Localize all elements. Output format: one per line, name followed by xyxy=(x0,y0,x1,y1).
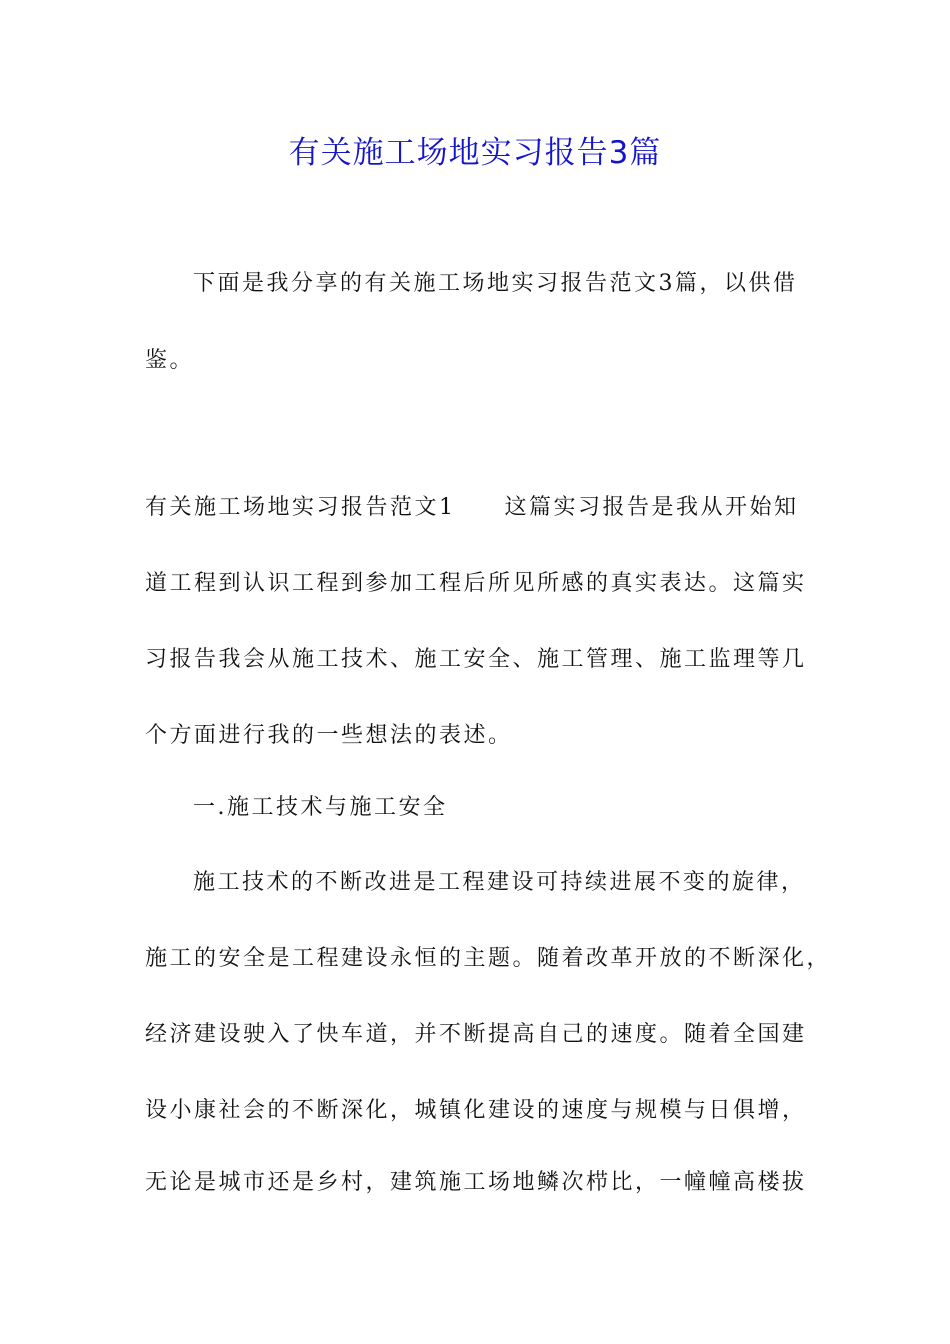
section-heading: 一.施工技术与施工安全 xyxy=(193,795,448,820)
paragraph-line: 施工技术的不断改进是工程建设可持续进展不变的旋律， xyxy=(193,870,806,895)
paragraph-line: 有关施工场地实习报告范文1 这篇实习报告是我从开始知 xyxy=(145,495,799,520)
paragraph-line: 经济建设驶入了快车道，并不断提高自己的速度。随着全国建 xyxy=(145,1022,807,1047)
paragraph-line: 下面是我分享的有关施工场地实习报告范文3篇，以供借 xyxy=(193,271,798,296)
document-title: 有关施工场地实习报告3篇 xyxy=(288,135,662,171)
paragraph-line: 道工程到认识工程到参加工程后所见所感的真实表达。这篇实 xyxy=(145,571,807,596)
paragraph-line: 无论是城市还是乡村，建筑施工场地鳞次栉比，一幢幢高楼拔 xyxy=(145,1170,807,1195)
paragraph-line: 设小康社会的不断深化，城镇化建设的速度与规模与日俱增， xyxy=(145,1098,807,1123)
paragraph-line: 施工的安全是工程建设永恒的主题。随着改革开放的不断深化， xyxy=(145,946,832,971)
paragraph-line: 习报告我会从施工技术、施工安全、施工管理、施工监理等几 xyxy=(145,647,807,672)
paragraph-line: 个方面进行我的一些想法的表述。 xyxy=(145,723,513,748)
paragraph-line: 鉴。 xyxy=(145,348,195,373)
